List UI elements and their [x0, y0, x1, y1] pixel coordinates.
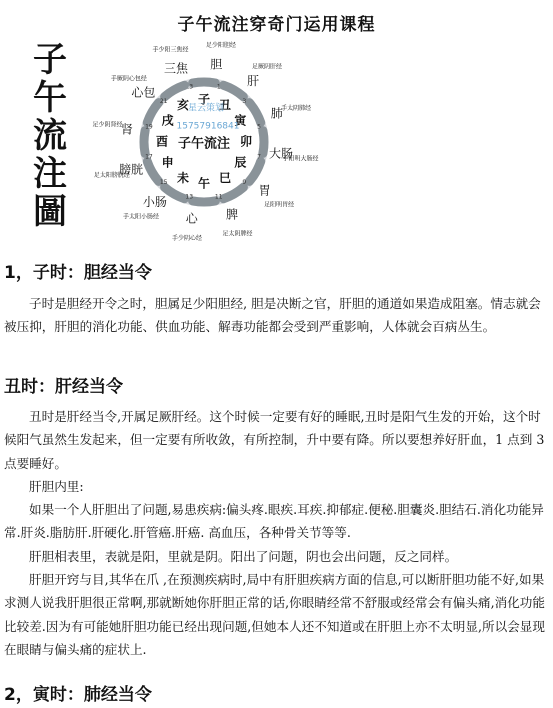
watermark-phone: 15757916841 — [176, 121, 240, 132]
section-heading-zi: 1，子时：胆经当令 — [4, 263, 152, 283]
paragraph: 肝胆内里: — [29, 479, 84, 494]
meridian-label: 足阳明胃经 — [264, 201, 295, 209]
hour-label: 21 — [159, 98, 168, 106]
organ-label: 心包 — [131, 85, 156, 100]
organ-label: 肾 — [120, 122, 133, 137]
vertical-title-char: 流 — [33, 116, 67, 156]
branch-label: 亥 — [176, 98, 190, 113]
organ-label: 脾 — [225, 207, 238, 222]
meridian-label: 足太阳膀胱经 — [93, 172, 130, 180]
vertical-title-char: 圖 — [33, 192, 67, 232]
hour-label: 9 — [242, 178, 247, 186]
hour-label: 3 — [242, 98, 247, 106]
meridian-label: 足少阳胆经 — [206, 41, 237, 49]
meridian-label: 足太阴脾经 — [222, 230, 253, 238]
paragraph: 肝胆相表里，表就是阳，里就是阴。阳出了问题，阴也会出问题，反之同样。 — [29, 549, 458, 564]
hour-label: 7 — [257, 153, 261, 161]
hour-label: 11 — [214, 193, 223, 201]
watermark-name: 星云策划 — [187, 103, 225, 114]
organ-label: 肝 — [247, 73, 260, 88]
hour-label: 23 — [185, 83, 194, 91]
vertical-title-char: 注 — [33, 154, 67, 194]
branch-label: 未 — [176, 170, 190, 185]
ring-segment — [263, 131, 264, 154]
branch-label: 戌 — [161, 113, 174, 128]
hour-label: 13 — [185, 193, 194, 201]
ring-segment — [165, 85, 185, 96]
branch-label: 卯 — [239, 134, 253, 149]
organ-label: 膀胱 — [119, 162, 144, 177]
ring-segment — [224, 187, 244, 198]
ring-segment — [147, 162, 158, 182]
branch-label: 午 — [197, 176, 211, 191]
branch-label: 丑 — [218, 98, 232, 113]
hour-label: 17 — [145, 153, 153, 161]
section-heading-yin: 2，寅时：肺经当令 — [4, 685, 152, 705]
organ-label: 心 — [185, 211, 198, 226]
meridian-label: 足厥阴肝经 — [251, 63, 283, 71]
branch-label: 子 — [197, 92, 211, 107]
meridian-label: 手少阴心经 — [171, 235, 202, 243]
organ-label: 小肠 — [142, 195, 167, 210]
organ-label: 胃 — [258, 183, 271, 198]
paragraph: 子时是胆经开令之时，胆属足少阳胆经, 胆是决断之官，肝胆的通道如果造成阻塞。情志就会被压抑，肝胆的消化功能、供血功能、解毒功能都会受到严重影响，人体就会百病丛生。 — [4, 296, 541, 335]
ring-segment — [193, 201, 216, 202]
meridian-label: 手太阴肺经 — [281, 104, 312, 112]
organ-label: 大肠 — [269, 146, 294, 161]
ring-segment — [193, 82, 216, 83]
vertical-title-char: 子 — [33, 40, 67, 80]
hour-label: 19 — [145, 123, 153, 131]
hour-label: 1 — [216, 83, 221, 91]
diagram-svg — [24, 36, 524, 244]
branch-label: 巳 — [218, 170, 232, 185]
hour-label: 15 — [159, 178, 168, 186]
meridian-label: 手太阳小肠经 — [122, 213, 160, 221]
ziwu-liuzhu-diagram — [24, 36, 524, 244]
paragraph: 肝胆开窍与目,其华在爪 ,在预测疾病时,局中有肝胆疾病方面的信息,可以断肝胆功能不好,如果求测人说我肝胆很正常啊,那就断她你肝胆正常的话,你眼睛经常不舒服或经常会有偏头痛,消化功能比较差.因为有可能她肝胆功能已经出现问题,但她本人还不知道或在肝胆上亦不太明显,所以会显现在眼睛与偏头痛的症状上. — [4, 572, 545, 657]
paragraph: 如果一个人肝胆出了问题,易患疾病:偏头疼.眼疾.耳疾.抑郁症.便秘.胆囊炎.胆结石.消化功能异常.肝炎.脂肪肝.肝硬化.肝管癌.肝癌. 高血压，各种骨关节等等. — [4, 502, 544, 541]
vertical-title-char: 午 — [33, 78, 67, 118]
hour-label: 5 — [257, 123, 261, 131]
ring-segment — [144, 131, 145, 154]
organ-label: 三焦 — [164, 61, 189, 76]
center-label: 子午流注 — [177, 136, 231, 152]
ring-segment — [249, 162, 260, 182]
branch-label: 申 — [161, 155, 174, 170]
page-title: 子午流注穿奇门运用课程 — [177, 15, 376, 35]
paragraph: 丑时是肝经当令,开属足厥肝经。这个时候一定要有好的睡眠,丑时是阳气生发的开始，这个时候阳气虽然生发起来，但一定要有所收敛，有所控制，升中要有降。所以要想养好肝血，1 点到 3 点要睡好。 — [4, 409, 545, 471]
branch-label: 酉 — [155, 134, 169, 149]
section-heading-chou: 丑时：肝经当令 — [4, 377, 123, 397]
ring-segment — [224, 85, 244, 96]
meridian-label: 手阳明大肠经 — [282, 155, 319, 163]
organ-label: 肺 — [270, 106, 283, 121]
ring-segment — [147, 103, 158, 123]
meridian-label: 足少阴肾经 — [92, 121, 123, 129]
ring-segment — [249, 103, 260, 123]
branch-label: 寅 — [234, 113, 247, 128]
meridian-label: 手少阳三焦经 — [152, 46, 189, 54]
ring-segment — [165, 187, 185, 198]
organ-label: 胆 — [210, 57, 223, 72]
meridian-label: 手厥阴心包经 — [110, 75, 147, 83]
branch-label: 辰 — [234, 155, 247, 170]
